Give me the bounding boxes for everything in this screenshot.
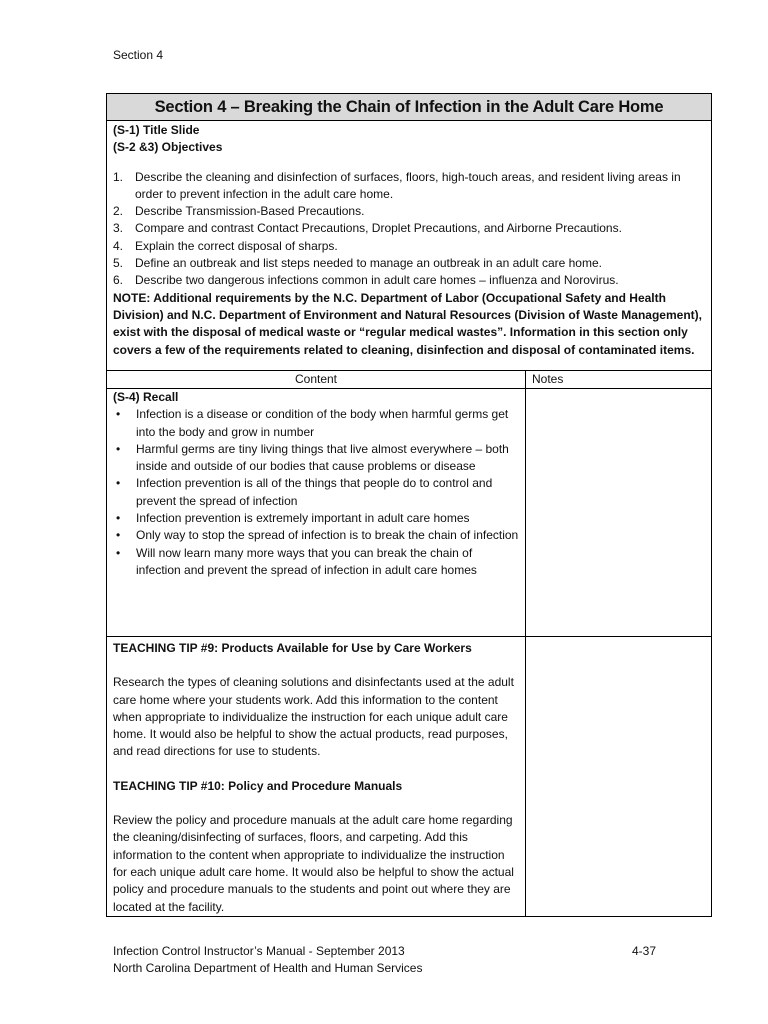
- table-row: [107, 636, 711, 916]
- tip-10-body: Review the policy and procedure manuals at the adult care home regarding the cleaning/disinfecting of surfaces, floors, and carpeting. Add this information to the content when appropriate to individualize the instruction for each unique adult care home. It would also be helpful to show the actual policy and procedure manuals to the students and point out where they are located at the facility.: [113, 813, 514, 914]
- notes-cell: [526, 389, 711, 636]
- slide-2-label: (S-2 &3) Objectives: [113, 140, 223, 155]
- list-item: • Only way to stop the spread of infection is to break the chain of infection: [113, 527, 519, 544]
- slide-1-label: (S-1) Title Slide: [113, 123, 200, 137]
- page-number: 4-37: [631, 944, 656, 958]
- notes-cell: [526, 637, 711, 916]
- lesson-table: [106, 93, 712, 917]
- tip-9-title: TEACHING TIP #9: Products Available for Use by Care Workers: [113, 641, 472, 655]
- objective-item: 4. Explain the correct disposal of sharps.: [113, 238, 338, 253]
- list-item: • Will now learn many more ways that you can break the chain of infection and prevent the spread of infection in adult care homes: [113, 545, 519, 580]
- objective-item: 1. Describe the cleaning and disinfection of surfaces, floors, high-touch areas, and resident living areas in order to prevent infection in the adult care home.: [113, 169, 681, 201]
- table-header-row: [107, 370, 711, 388]
- objective-item: 3. Compare and contrast Contact Precautions, Droplet Precautions, and Airborne Precautions.: [113, 221, 622, 236]
- objective-item: 5. Define an outbreak and list steps needed to manage an outbreak in an adult care home.: [113, 256, 602, 271]
- objectives-block: [107, 121, 711, 370]
- page-footer: [113, 943, 656, 978]
- objective-item: 2. Describe Transmission-Based Precautions.: [113, 204, 365, 219]
- recall-cell: [107, 389, 526, 636]
- tip-10-title: TEACHING TIP #10: Policy and Procedure Manuals: [113, 778, 403, 793]
- notes-column-header: Notes: [532, 372, 564, 386]
- table-row: [107, 388, 711, 636]
- list-item: • Infection prevention is extremely important in adult care homes: [113, 510, 519, 527]
- note-text: NOTE: Additional requirements by the N.C. Department of Labor (Occupational Safety and Health Division) and N.C. Department of Environment and Natural Resources (Division of Waste Management), exist with the disposal of medical waste or “regular medical wastes”. Information in this section only covers a few of the requirements related to cleaning, disinfection and disposal of contaminated items.: [113, 290, 702, 357]
- list-item: • Infection prevention is all of the things that people do to control and prevent the spread of infection: [113, 475, 519, 510]
- department-name: North Carolina Department of Health and Human Services: [113, 961, 423, 976]
- manual-title: Infection Control Instructor’s Manual - September 2013: [113, 944, 405, 958]
- section-title: Section 4 – Breaking the Chain of Infection in the Adult Care Home: [107, 94, 711, 121]
- section-label: Section 4: [113, 48, 164, 62]
- recall-list: [113, 406, 519, 579]
- list-item: • Infection is a disease or condition of the body when harmful germs get into the body and grow in number: [113, 406, 519, 441]
- tip-9-body: Research the types of cleaning solutions and disinfectants used at the adult care home where your students work. Add this information to the content when appropriate to individualize the instruction for each unique adult care home. It would also be helpful to show the actual products, read purposes, and read directions for use to students.: [113, 675, 514, 759]
- objectives-list: [113, 169, 705, 290]
- content-column-header: Content: [107, 371, 526, 388]
- teaching-tips-cell: [107, 637, 526, 916]
- recall-title: (S-4) Recall: [113, 390, 179, 404]
- objective-item: 6. Describe two dangerous infections common in adult care homes – influenza and Norovirus.: [113, 273, 619, 288]
- list-item: • Harmful germs are tiny living things that live almost everywhere – both inside and outside of our bodies that cause problems or disease: [113, 441, 519, 476]
